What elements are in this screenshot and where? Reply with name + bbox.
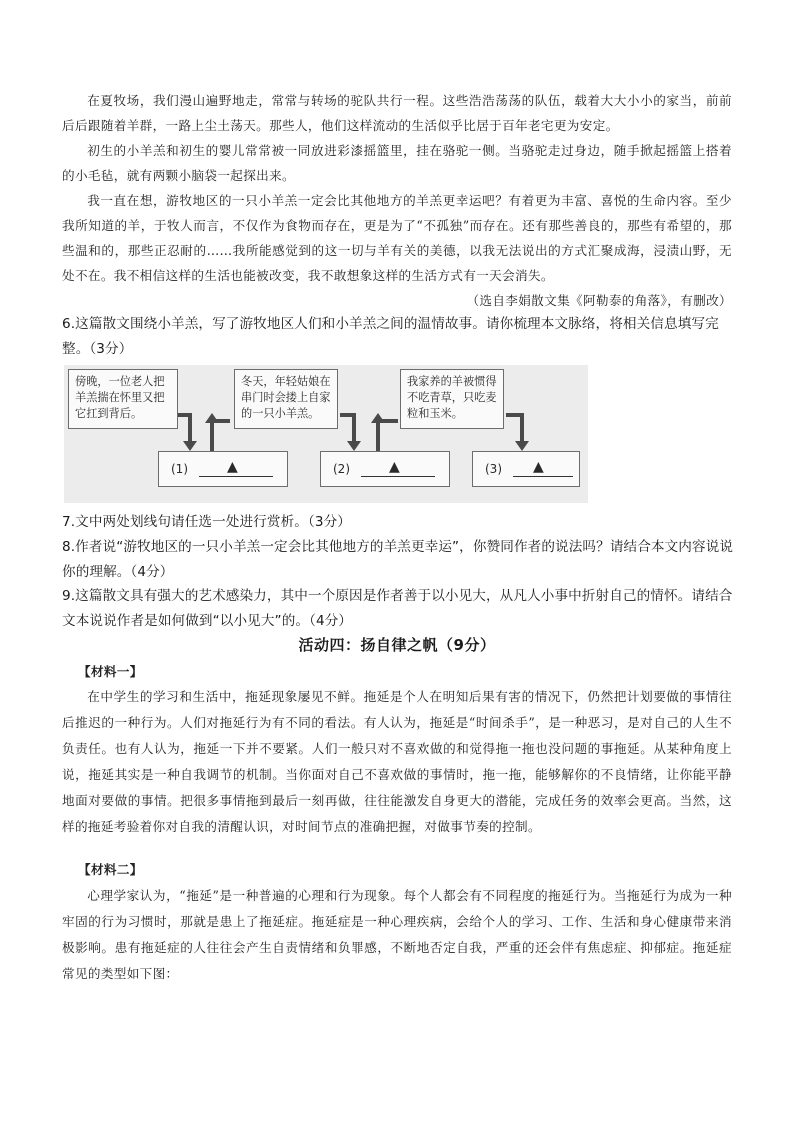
plot-structure-diagram xyxy=(64,365,588,503)
answer-box-1[interactable] xyxy=(158,451,288,487)
answer-blank-3[interactable] xyxy=(513,476,573,477)
activity-4-title: 活动四：扬自律之帆（9分） xyxy=(298,636,496,654)
material-2-label: 【材料二】 xyxy=(78,862,143,877)
material-1-label: 【材料一】 xyxy=(78,664,143,679)
answer-blank-1[interactable] xyxy=(199,476,273,477)
passage-paragraph-1: 在夏牧场，我们漫山遍野地走，常常与转场的驼队共行一程。这些浩浩荡荡的队伍，载着大大小小的家当，前前后后跟随着羊群，一路上尘土荡天。那些人，他们这样流动的生活似乎比居于百年老宅更为安定。 xyxy=(62,93,732,133)
answer-blank-2[interactable] xyxy=(361,476,435,477)
arrow-up-1-icon xyxy=(204,409,244,457)
arrow-up-2-icon xyxy=(370,409,410,457)
question-8: 8.作者说“游牧地区的一只小羊羔一定会比其他地方的羊羔更幸运”，你赞同作者的说法吗？请结合本文内容说说你的理解。（4分） xyxy=(62,539,734,580)
answer-box-2[interactable] xyxy=(320,451,450,487)
diagram-box-1: 傍晚，一位老人把羊羔揣在怀里又把它扛到背后。 xyxy=(68,369,178,429)
arrow-down-3-icon xyxy=(504,409,544,457)
answer-number-1: (1) xyxy=(171,462,188,476)
question-7: 7.文中两处划线句请任选一处进行赏析。（3分） xyxy=(62,514,351,530)
answer-number-3: (3) xyxy=(485,462,502,476)
question-6: 6.这篇散文围绕小羊羔，写了游牧地区人们和小羊羔之间的温情故事。请你梳理本文脉络，将相关信息填写完整。（3分） xyxy=(62,316,719,357)
diagram-box-2: 冬天，年轻姑娘在串门时会搂上自家的一只小羊羔。 xyxy=(234,369,338,429)
question-9: 9.这篇散文具有强大的艺术感染力，其中一个原因是作者善于以小见大，从凡人小事中折射自己的情怀。请结合文本说说作者是如何做到“以小见大”的。（4分） xyxy=(62,588,733,629)
answer-box-3[interactable] xyxy=(472,451,580,487)
passage-paragraph-3: 我一直在想，游牧地区的一只小羊羔一定会比其他地方的羊羔更幸运吧？有着更为丰富、喜悦的生命内容。至少我所知道的羊，于牧人而言，不仅作为食物而存在，更是为了“不孤独”而存在。还有那些善良的，那些有希望的，那些温和的，那些正忍耐的……我所能感觉到的这一切与羊有关的美德，以我无法说出的方式汇聚成海，浸渍山野，无处不在。我不相信这样的生活也能被改变，我不敢想象这样的生活方式有一天会消失。 xyxy=(62,193,732,283)
answer-placeholder-1: ▲ xyxy=(227,459,238,475)
diagram-box-3: 我家养的羊被惯得不吃青草，只吃麦粒和玉米。 xyxy=(400,369,504,429)
passage-paragraph-2: 初生的小羊羔和初生的婴儿常常被一同放进彩漆摇篮里，挂在骆驼一侧。当骆驼走过身边，随手掀起摇篮上搭着的小毛毡，就有两颗小脑袋一起探出来。 xyxy=(62,143,732,183)
answer-number-2: (2) xyxy=(333,462,350,476)
material-1-text: 在中学生的学习和生活中，拖延现象屡见不鲜。拖延是个人在明知后果有害的情况下，仍然把计划要做的事情往后推迟的一种行为。人们对拖延行为有不同的看法。有人认为，拖延是“时间杀手”，是一种恶习，是对自己的人生不负责任。也有人认为，拖延一下并不要紧。人们一般只对不喜欢做的和觉得拖一拖也没问题的事拖延。从某种角度上说，拖延其实是一种自我调节的机制。当你面对自己不喜欢做的事情时，拖一拖，能够解你的不良情绪，让你能平静地面对要做的事情。把很多事情拖到最后一刻再做，往往能激发自身更大的潜能，完成任务的效率会更高。当然，这样的拖延考验着你对自我的清醒认识，对时间节点的准确把握，对做事节奏的控制。 xyxy=(62,689,732,834)
answer-placeholder-3: ▲ xyxy=(533,459,544,475)
answer-placeholder-2: ▲ xyxy=(389,459,400,475)
passage-source: （选自李娟散文集《阿勒泰的角落》，有删改） xyxy=(466,293,732,308)
material-2-text: 心理学家认为，“拖延”是一种普遍的心理和行为现象。每个人都会有不同程度的拖延行为。当拖延行为成为一种牢固的行为习惯时，那就是患上了拖延症。拖延症是一种心理疾病，会给个人的学习、工作、生活和身心健康带来消极影响。患有拖延症的人往往会产生自责情绪和负罪感，不断地否定自我，严重的还会伴有焦虑症、抑郁症。拖延症常见的类型如下图： xyxy=(62,888,732,981)
